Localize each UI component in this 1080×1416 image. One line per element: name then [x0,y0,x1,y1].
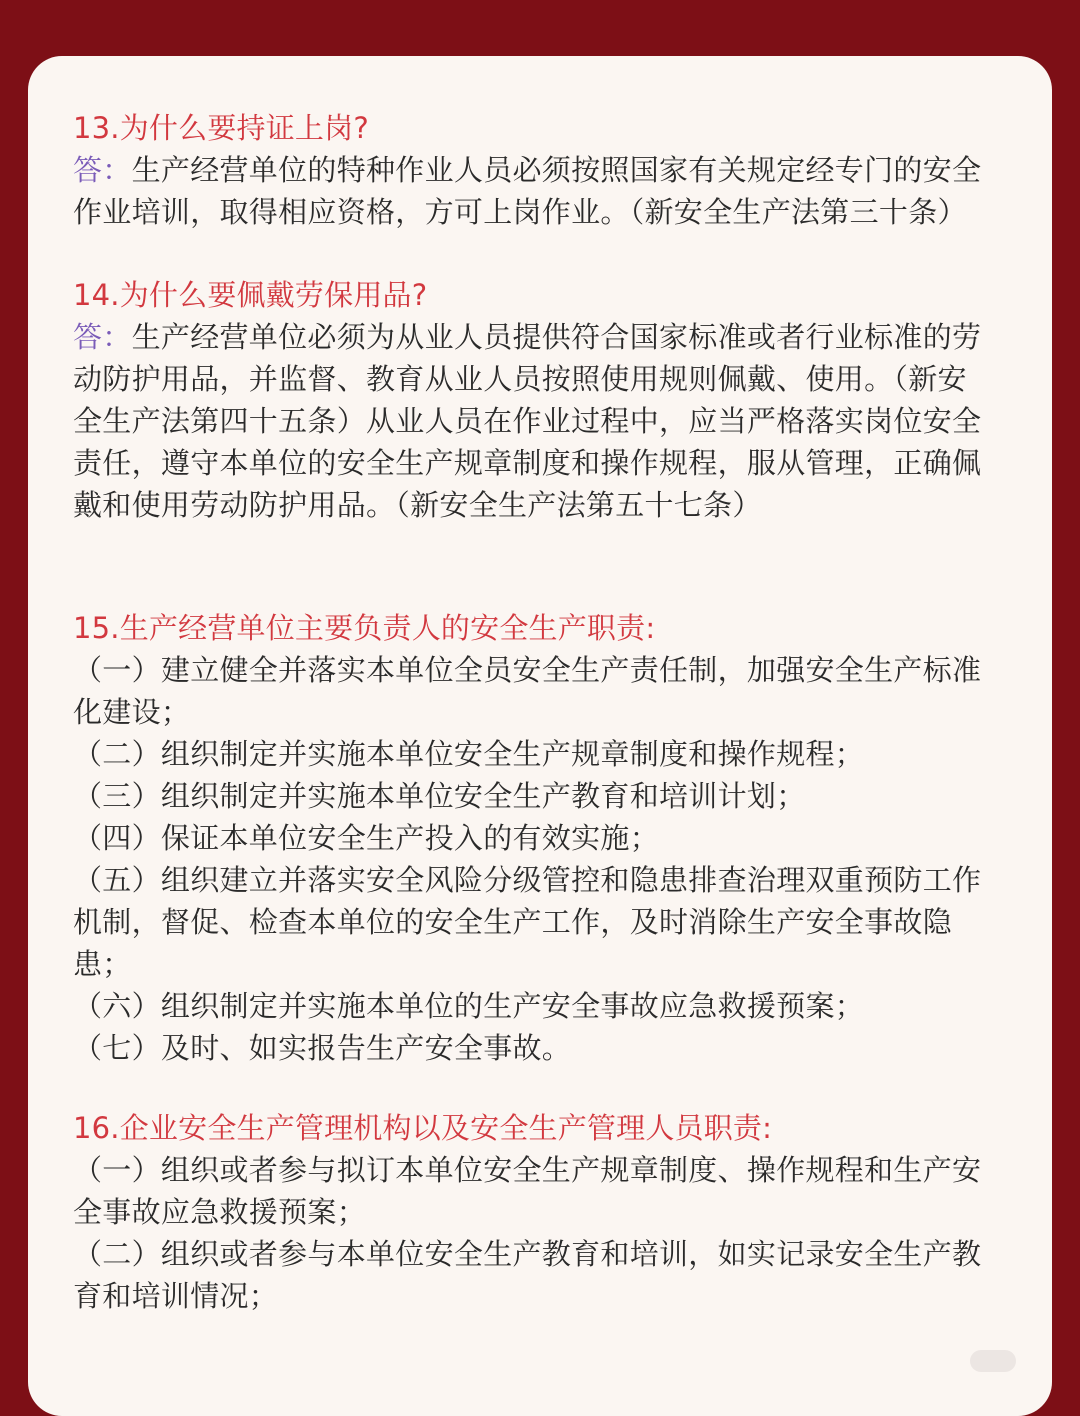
section-q13 [73,107,1013,233]
answer-line [73,149,1013,191]
list-item: （一）组织或者参与拟订本单位安全生产规章制度、操作规程和生产安 [73,1153,982,1187]
question-title: 16.企业安全生产管理机构以及安全生产管理人员职责: [73,1111,773,1145]
section-q14 [73,274,1013,526]
list-item: （三）组织制定并实施本单位安全生产教育和培训计划； [73,779,806,813]
answer-label: 答： [73,320,132,354]
content-card [28,56,1052,1416]
question-title: 13.为什么要持证上岗? [73,111,369,145]
answer-label: 答： [73,153,132,187]
question-title: 14.为什么要佩戴劳保用品? [73,278,428,312]
list-item: 化建设； [73,695,191,729]
section-q15 [73,607,1013,1069]
list-item: （六）组织制定并实施本单位的生产安全事故应急救援预案； [73,989,865,1023]
list-item: （一）建立健全并落实本单位全员安全生产责任制，加强安全生产标准 [73,653,982,687]
answer-line: 责任，遵守本单位的安全生产规章制度和操作规程，服从管理，正确佩 [73,446,982,480]
list-item: 育和培训情况； [73,1279,279,1313]
list-item: 机制，督促、检查本单位的安全生产工作，及时消除生产安全事故隐 [73,905,953,939]
answer-line: 作业培训，取得相应资格，方可上岗作业。（新安全生产法第三十条） [73,195,967,229]
list-item: （二）组织制定并实施本单位安全生产规章制度和操作规程； [73,737,865,771]
answer-text: 生产经营单位的特种作业人员必须按照国家有关规定经专门的安全 [131,153,982,187]
watermark-logo [970,1350,1016,1372]
list-item: （七）及时、如实报告生产安全事故。 [73,1031,572,1065]
list-item: 患； [73,947,132,981]
answer-line [73,316,1013,358]
answer-line: 戴和使用劳动防护用品。（新安全生产法第五十七条） [73,488,762,522]
section-q16 [73,1107,1013,1317]
answer-line: 全生产法第四十五条）从业人员在作业过程中，应当严格落实岗位安全 [73,404,982,438]
answer-text: 生产经营单位必须为从业人员提供符合国家标准或者行业标准的劳 [131,320,982,354]
list-item: 全事故应急救援预案； [73,1195,367,1229]
question-title: 15.生产经营单位主要负责人的安全生产职责: [73,611,656,645]
list-item: （二）组织或者参与本单位安全生产教育和培训，如实记录安全生产教 [73,1237,982,1271]
answer-line: 动防护用品，并监督、教育从业人员按照使用规则佩戴、使用。（新安 [73,362,967,396]
list-item: （四）保证本单位安全生产投入的有效实施； [73,821,660,855]
list-item: （五）组织建立并落实安全风险分级管控和隐患排查治理双重预防工作 [73,863,982,897]
